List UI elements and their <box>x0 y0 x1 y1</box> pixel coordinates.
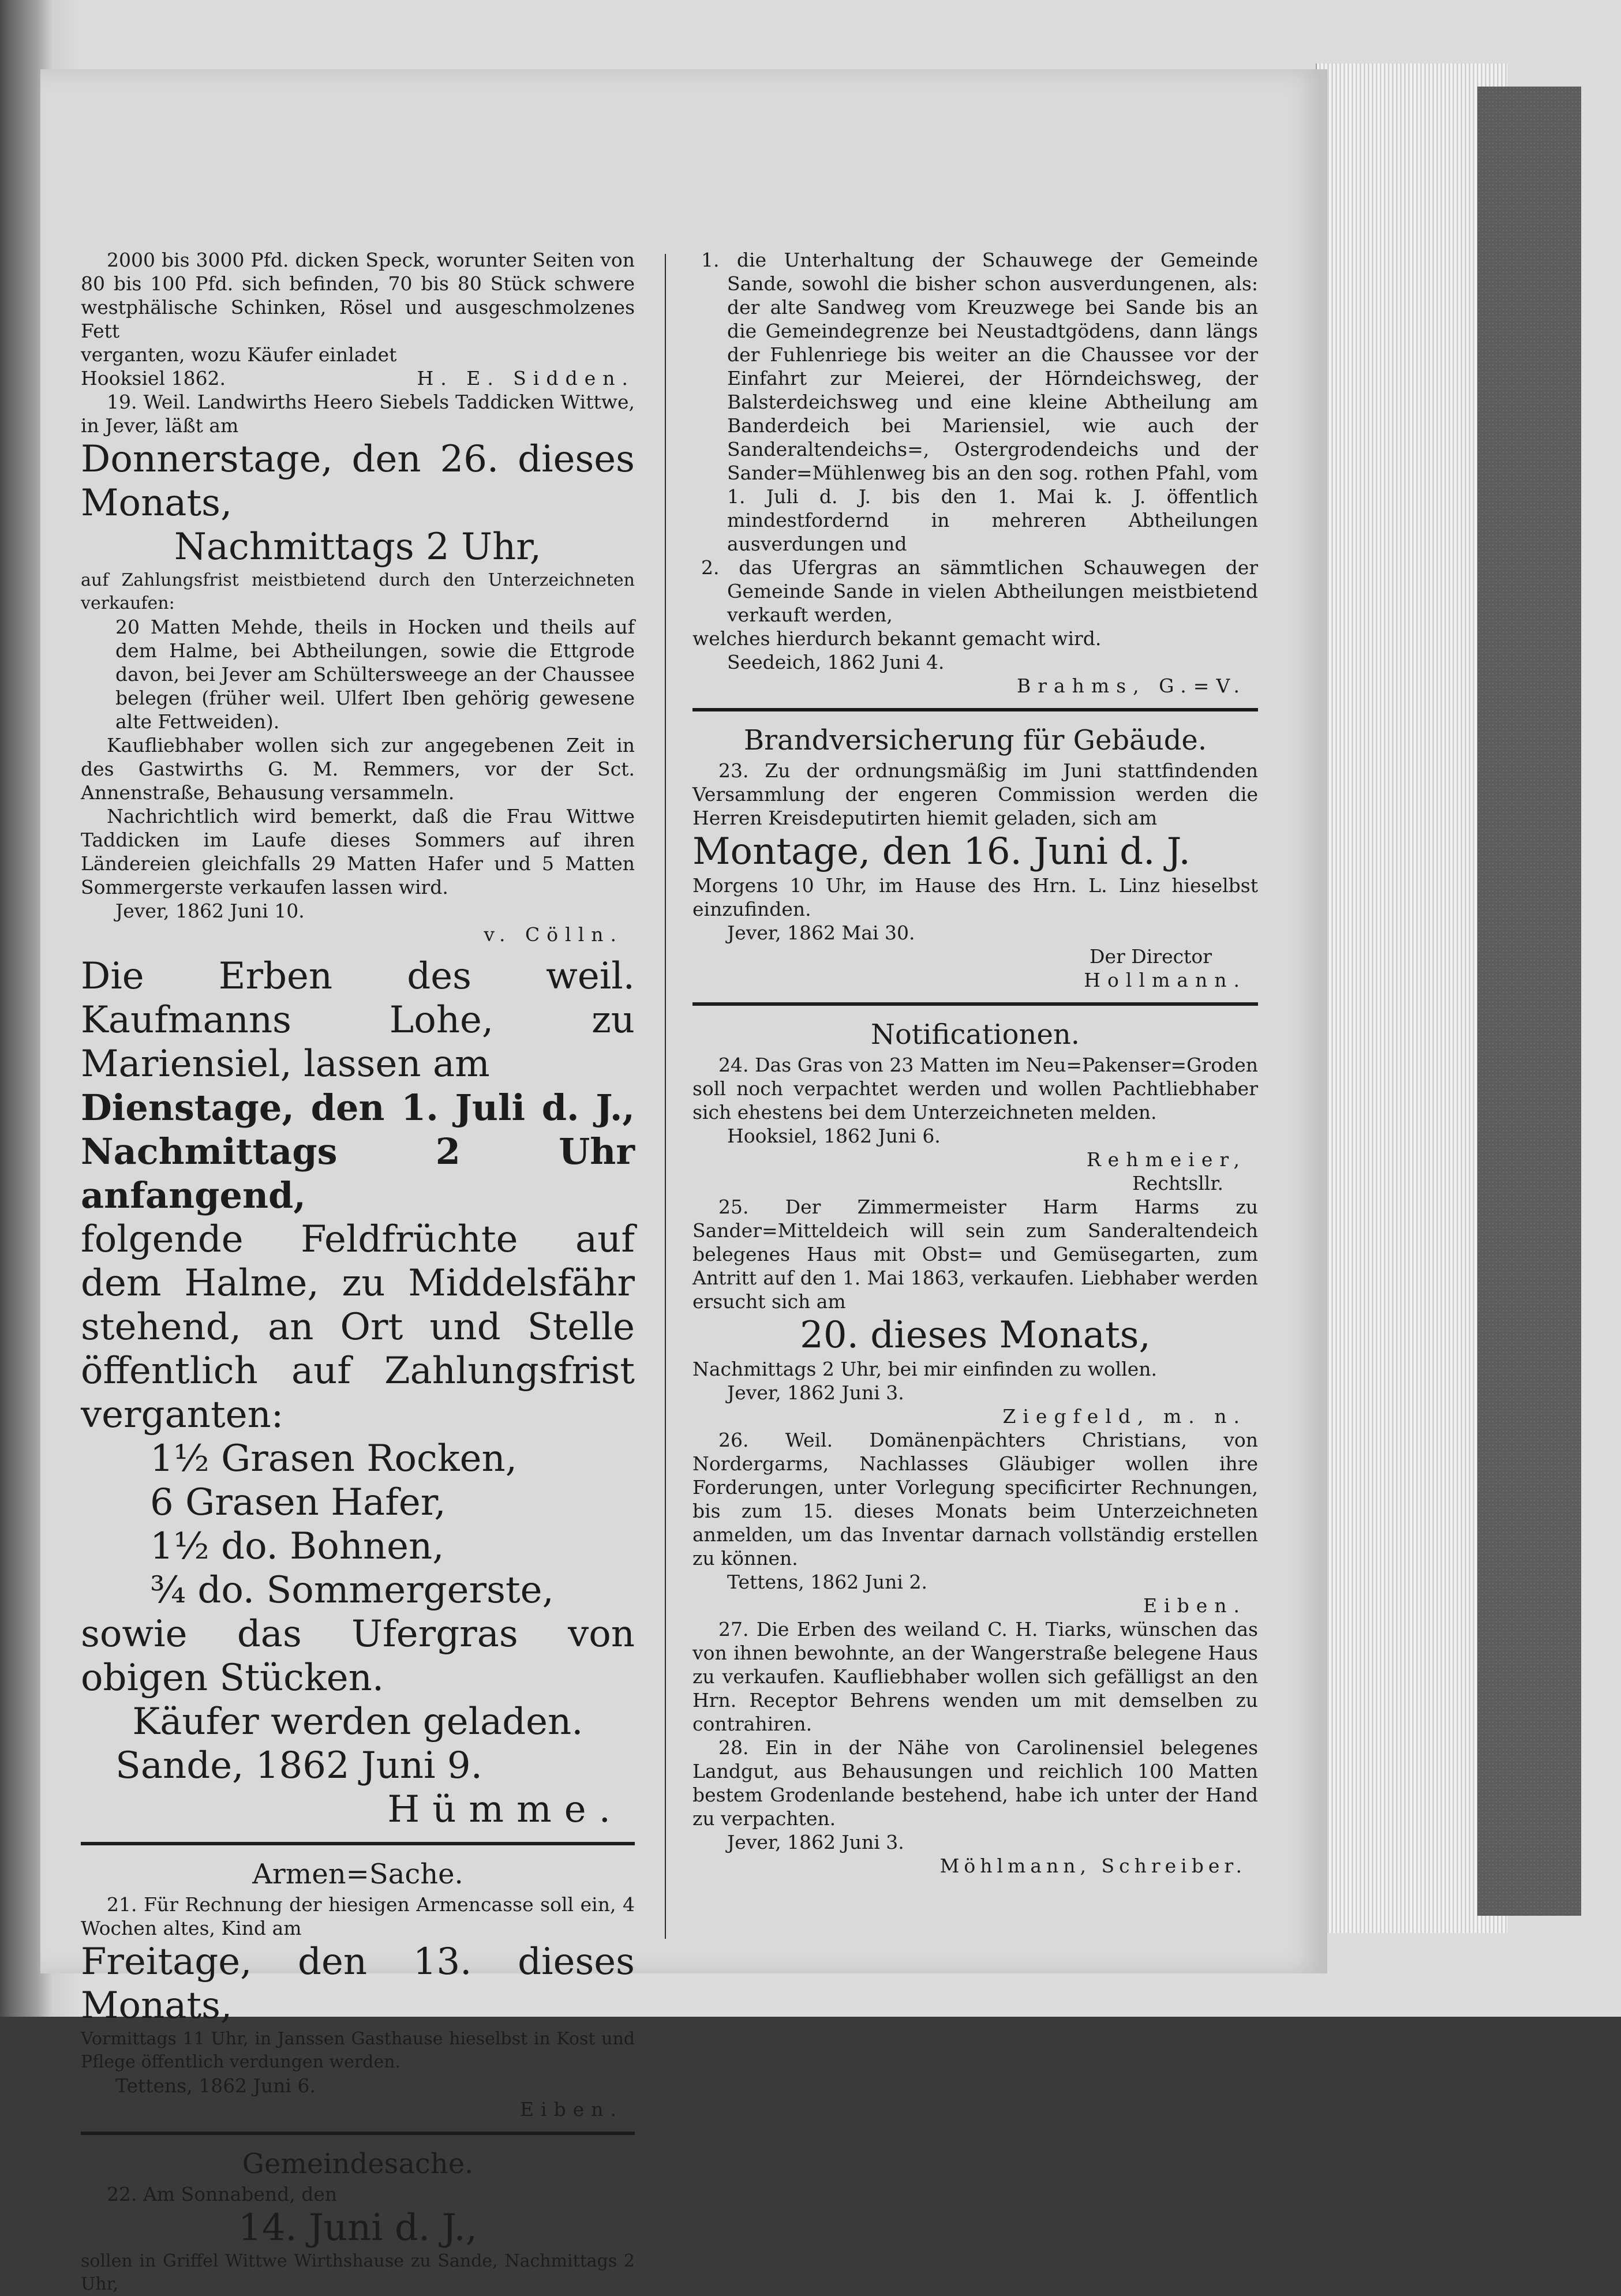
book-binding <box>1477 87 1581 1916</box>
notice-22-item-2: 2. das Ufergras an sämmtlichen Schauwegen der Gemeinde Sande in vielen Abtheilungen meistbietend verkauft werden, <box>701 556 1258 626</box>
notice-21-signature: Eiben. <box>519 2098 623 2121</box>
lohe-item: 1½ Grasen Rocken, <box>150 1437 518 1480</box>
notice-22-item-1: 1. die Unterhaltung der Schauwege der Gemeinde Sande, sowohl die bisher schon ausverdungenen, als: der alte Sandweg vom Kreuzwege bei Sande bis an die Gemeindegrenze bei Neustadtgödens, dann längs der Fuhlenriege bis weiter an die Chaussee vor der Einfahrt zur Meierei, der Hörndeichsweg, der Balsterdeichsweg und eine kleine Abtheilung am Banderdeich bei Mariensiel, wie auch der Sanderaltendeichs=, Ostergrodendeichs und der Sander=Mühlenweg bis an den sog. rothen Pfahl, vom 1. Juli d. J. bis den 1. Mai k. J. öffentlich mindestfordernd in mehreren Abtheilungen ausverdungen und <box>701 249 1258 555</box>
notice-26-place: Tettens, 1862 Juni 2. <box>727 1571 927 1593</box>
section-rule <box>692 1002 1258 1006</box>
notice-22-signature: Brahms, G.=V. <box>1016 675 1246 697</box>
notice-26-signature: Eiben. <box>1143 1594 1246 1617</box>
right-column <box>692 248 1258 1878</box>
notice-18-place: Hooksiel 1862. <box>81 367 226 389</box>
notice-19-date: Donnerstage, den 26. dieses Monats, <box>81 438 635 525</box>
notice-23-place: Jever, 1862 Mai 30. <box>727 922 915 944</box>
lohe-item: ¾ do. Sommergerste, <box>150 1569 554 1612</box>
lohe-date: Dienstage, den 1. Juli d. J., Nachmittags 2 Uhr anfangend, <box>81 1087 635 1216</box>
notice-25-signature: Ziegfeld, m. n. <box>1002 1405 1246 1428</box>
notice-19-note: Nachrichtlich wird bemerkt, daß die Frau Wittwe Taddicken im Laufe dieses Sommers auf ihren Ländereien gleichfalls 29 Matten Hafer und 5 Matten Sommergerste verkaufen lassen wird. <box>81 805 635 898</box>
section-rule <box>692 708 1258 711</box>
notice-18-text: 2000 bis 3000 Pfd. dicken Speck, worunter Seiten von 80 bis 100 Pfd. sich befinden, 70 bis 80 Stück schwere westphälische Schinken, Rösel und ausgeschmolzenes Fett <box>81 249 635 342</box>
column-divider <box>665 254 666 1939</box>
notice-19-buyers: Kaufliebhaber wollen sich zur angegebenen Zeit in des Gastwirths G. M. Remmers, vor der Sct. Annenstraße, Behausung versammeln. <box>81 734 635 804</box>
notice-22-date: 14. Juni d. J., <box>238 2207 478 2249</box>
notice-21-date: Freitage, den 13. dieses Monats, <box>81 1941 635 2027</box>
notice-21-text: Vormittags 11 Uhr, in Janssen Gasthause hieselbst in Kost und Pflege öffentlich verdungen werden. <box>81 2029 635 2072</box>
lohe-intro: Die Erben des weil. Kaufmanns Lohe, zu Mariensiel, lassen am <box>81 955 635 1085</box>
notice-25-date: 20. dieses Monats, <box>800 1314 1151 1357</box>
notice-25-time: Nachmittags 2 Uhr, bei mir einfinden zu wollen. <box>692 1358 1157 1380</box>
notice-23-signature: Hollmann. <box>1084 969 1246 991</box>
lohe-buyers: Käufer werden geladen. <box>132 1701 583 1743</box>
newspaper-page <box>40 69 1327 2294</box>
notice-28-place: Jever, 1862 Juni 3. <box>727 1831 904 1853</box>
lohe-item: 6 Grasen Hafer, <box>150 1481 446 1524</box>
notice-23-text: Morgens 10 Uhr, im Hause des Hrn. L. Linz hieselbst einzufinden. <box>692 874 1258 920</box>
notice-18-footer <box>81 366 635 390</box>
notice-23-intro: 23. Zu der ordnungsmäßig im Juni stattfindenden Versammlung der engeren Commission werden die Herren Kreisdeputirten hiemit geladen, sich am <box>692 759 1258 829</box>
notice-28-signature: Möhlmann, Schreiber. <box>939 1855 1246 1877</box>
notice-18-signature: H. E. Sidden. <box>417 367 635 389</box>
notice-18-end: verganten, wozu Käufer einladet <box>81 343 397 366</box>
lohe-signature: Hümme. <box>387 1788 623 1831</box>
notice-24-signature: Rehmeier, <box>1086 1148 1246 1171</box>
notice-23-sign-title: Der Director <box>1090 945 1212 968</box>
notice-19-signature: v. Cölln. <box>484 923 623 946</box>
notice-24-place: Hooksiel, 1862 Juni 6. <box>727 1125 941 1147</box>
notice-26-text: 26. Weil. Domänenpächters Christians, von Nordergarms, Nachlasses Gläubiger wollen ihre Forderungen, unter Vorlegung specificirter Rechnungen, bis zum 15. dieses Monats beim Unterzeichneten anmelden, um das Inventar darnach vollständig erstellen zu können. <box>692 1429 1258 1570</box>
notice-19-time: Nachmittags 2 Uhr, <box>174 526 542 568</box>
left-column <box>81 248 635 2296</box>
section-rule <box>81 1842 635 1845</box>
notice-24-text: 24. Das Gras von 23 Matten im Neu=Pakenser=Groden soll noch verpachtet werden und wollen Pachtliebhaber sich ehestens bei dem Unterzeichneten melden. <box>692 1054 1258 1123</box>
notice-19-item: 20 Matten Mehde, theils in Hocken und theils auf dem Halme, bei Abtheilungen, sowie die Ettgrode davon, bei Jever am Schültersweege an der Chaussee belegen (früher weil. Ulfert Iben gehörig gewesene alte Fettweiden). <box>115 616 635 733</box>
lohe-text: folgende Feldfrüchte auf dem Halme, zu Middelsfähr stehend, an Ort und Stelle öffentlich auf Zahlungsfrist verganten: <box>81 1218 635 1436</box>
section-rule <box>81 2132 635 2135</box>
notice-21-intro: 21. Für Rechnung der hiesigen Armencasse soll ein, 4 Wochen altes, Kind am <box>81 1893 635 1939</box>
section-heading-brand: Brandversicherung für Gebäude. <box>743 724 1207 756</box>
notice-21-place: Tettens, 1862 Juni 6. <box>115 2074 316 2097</box>
section-heading-notificationen: Notificationen. <box>870 1018 1080 1051</box>
notice-24-signature-title: Rechtsllr. <box>1132 1172 1223 1194</box>
notice-19-intro: 19. Weil. Landwirths Heero Siebels Taddicken Wittwe, in Jever, läßt am <box>81 391 635 437</box>
notice-19-text: auf Zahlungsfrist meistbietend durch den Unterzeichneten verkaufen: <box>81 570 635 613</box>
notice-22-text: sollen in Griffel Wittwe Wirthshause zu Sande, Nachmittags 2 Uhr, <box>81 2251 635 2294</box>
notice-28-text: 28. Ein in der Nähe von Carolinensiel belegenes Landgut, aus Behausungen und reichlich 100 Matten bestem Grodenlande bestehend, habe ich unter der Hand zu verpachten. <box>692 1736 1258 1830</box>
notice-25-place: Jever, 1862 Juni 3. <box>727 1381 904 1404</box>
notice-19-place: Jever, 1862 Juni 10. <box>115 900 305 922</box>
notice-23-date: Montage, den 16. Juni d. J. <box>692 830 1191 873</box>
lohe-ufergras: sowie das Ufergras von obigen Stücken. <box>81 1613 635 1699</box>
notice-22-place: Seedeich, 1862 Juni 4. <box>727 651 945 673</box>
notice-27-text: 27. Die Erben des weiland C. H. Tiarks, wünschen das von ihnen bewohnte, an der Wangerstraße belegene Haus zu verkaufen. Kaufliebhaber wollen sich gefälligst an den Hrn. Receptor Behrens wenden um mit demselben zu contrahiren. <box>692 1618 1258 1735</box>
section-heading-gemeinde: Gemeindesache. <box>242 2148 474 2180</box>
notice-25-text: 25. Der Zimmermeister Harm Harms zu Sander=Mitteldeich will sein zum Sanderaltendeich belegenes Haus mit Obst= und Gemüsegarten, zum Antritt auf den 1. Mai 1863, verkaufen. Liebhaber werden ersucht sich am <box>692 1196 1258 1313</box>
notice-22-end: welches hierdurch bekannt gemacht wird. <box>692 627 1102 650</box>
notice-22-intro: 22. Am Sonnabend, den <box>107 2183 338 2205</box>
section-heading-armen: Armen=Sache. <box>252 1858 463 1890</box>
lohe-item: 1½ do. Bohnen, <box>150 1525 444 1568</box>
lohe-place: Sande, 1862 Juni 9. <box>115 1744 482 1787</box>
